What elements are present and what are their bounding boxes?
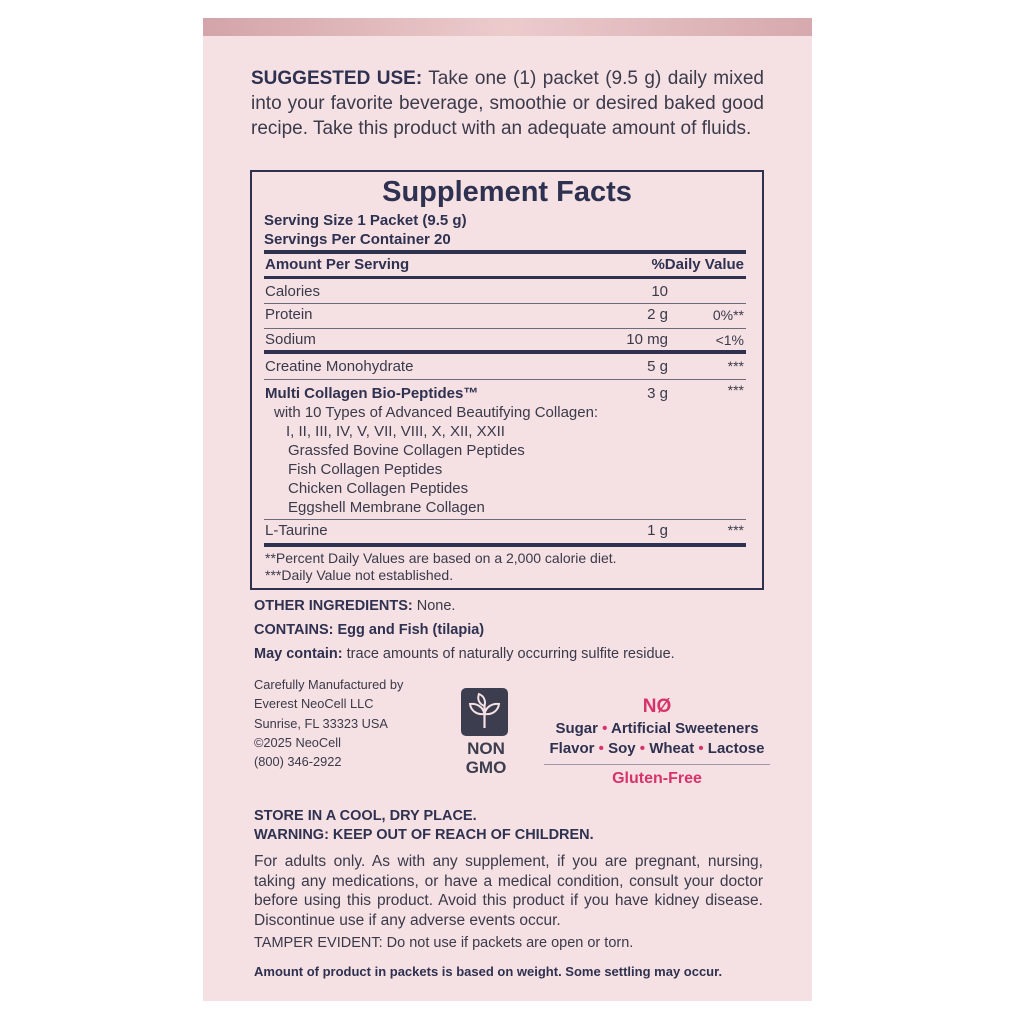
leaf-icon bbox=[461, 688, 508, 736]
footnote: ***Daily Value not established. bbox=[265, 567, 454, 583]
may-contain-text: trace amounts of naturally occurring sulfite residue. bbox=[342, 646, 675, 662]
top-band bbox=[203, 18, 812, 36]
other-ingredients-label: OTHER INGREDIENTS: bbox=[254, 598, 413, 614]
row-dv-taurine: *** bbox=[727, 522, 744, 538]
row-divider bbox=[264, 328, 746, 329]
free-from-item: Artificial Sweeteners bbox=[610, 720, 759, 737]
row-divider bbox=[264, 379, 746, 380]
manufacturer-line: (800) 346-2922 bbox=[254, 754, 342, 770]
label-panel bbox=[203, 18, 812, 1001]
free-from-line2 bbox=[544, 740, 770, 757]
manufacturer-block bbox=[254, 675, 403, 771]
free-from-item: Sugar bbox=[555, 720, 598, 737]
contains-label: CONTAINS: Egg and Fish (tilapia) bbox=[254, 622, 485, 638]
row-label-taurine: L-Taurine bbox=[265, 522, 328, 539]
row-label-creatine: Creatine Monohydrate bbox=[265, 358, 414, 375]
warning-text: WARNING: KEEP OUT OF REACH OF CHILDREN. bbox=[254, 827, 594, 843]
row-amount-creatine: 5 g bbox=[647, 358, 668, 375]
contains bbox=[254, 622, 484, 638]
row-divider bbox=[264, 519, 746, 520]
may-contain bbox=[254, 646, 675, 662]
divider bbox=[544, 764, 770, 765]
free-from-item: Lactose bbox=[707, 740, 765, 757]
collagen-sub-line: I, II, III, IV, V, VII, VIII, X, XII, XXII bbox=[286, 423, 505, 440]
row-label-calories: Calories bbox=[265, 283, 321, 300]
free-from-item: Flavor bbox=[549, 740, 595, 757]
footnote: **Percent Daily Values are based on a 2,000 calorie diet. bbox=[265, 550, 617, 566]
settling-note: Amount of product in packets is based on weight. Some settling may occur. bbox=[254, 964, 723, 979]
row-amount-protein: 2 g bbox=[647, 306, 668, 323]
free-from-title: NØ bbox=[642, 696, 672, 717]
gluten-free-label: Gluten-Free bbox=[612, 770, 702, 787]
free-from-line1 bbox=[544, 720, 770, 737]
supplement-facts-panel bbox=[250, 170, 764, 590]
row-amount-collagen: 3 g bbox=[647, 385, 668, 402]
collagen-sub-line: Chicken Collagen Peptides bbox=[288, 480, 469, 497]
servings-per-container: Servings Per Container 20 bbox=[264, 231, 451, 248]
collagen-sub-line: Fish Collagen Peptides bbox=[288, 461, 443, 478]
free-from-item: Wheat bbox=[649, 740, 695, 757]
non-gmo-line1: NON bbox=[467, 739, 505, 758]
tamper-evident-text: TAMPER EVIDENT: Do not use if packets are open or torn. bbox=[254, 935, 634, 951]
collagen-sub-line: with 10 Types of Advanced Beautifying Collagen: bbox=[274, 404, 599, 421]
thick-rule bbox=[264, 543, 746, 547]
suggested-use-text: Take one (1) packet (9.5 g) daily mixed into your favorite beverage, smoothie or desired baked good recipe. Take this product with an adequate amount of fluids. bbox=[251, 68, 764, 139]
bullet-separator: • bbox=[694, 740, 708, 757]
non-gmo-badge bbox=[453, 739, 519, 777]
row-dv-collagen: *** bbox=[727, 382, 744, 398]
facts-title: Supplement Facts bbox=[382, 176, 632, 208]
non-gmo-line2: GMO bbox=[465, 758, 507, 777]
bullet-separator: • bbox=[635, 740, 650, 757]
manufacturer-line: ©2025 NeoCell bbox=[254, 734, 341, 750]
row-amount-taurine: 1 g bbox=[647, 522, 668, 539]
manufacturer-line: Sunrise, FL 33323 USA bbox=[254, 715, 388, 731]
row-label-sodium: Sodium bbox=[265, 331, 316, 348]
suggested-use bbox=[251, 66, 764, 141]
bullet-separator: • bbox=[594, 740, 609, 757]
row-dv-protein: 0%** bbox=[712, 307, 744, 323]
row-label-collagen: Multi Collagen Bio-Peptides™ bbox=[265, 385, 479, 402]
other-ingredients-text: None. bbox=[412, 598, 456, 614]
storage-text: STORE IN A COOL, DRY PLACE. bbox=[254, 808, 477, 824]
row-label-protein: Protein bbox=[265, 306, 313, 323]
header-amount: Amount Per Serving bbox=[265, 256, 410, 273]
row-amount-calories: 10 bbox=[651, 283, 668, 300]
bullet-separator: • bbox=[597, 720, 611, 737]
serving-size: Serving Size 1 Packet (9.5 g) bbox=[264, 212, 467, 229]
thick-rule bbox=[264, 276, 746, 279]
storage-warning bbox=[254, 807, 594, 845]
row-dv-sodium: <1% bbox=[715, 332, 744, 348]
collagen-sub-line: Grassfed Bovine Collagen Peptides bbox=[288, 442, 525, 459]
thick-rule bbox=[264, 350, 746, 354]
manufacturer-line: Carefully Manufactured by bbox=[254, 677, 404, 692]
collagen-sub-line: Eggshell Membrane Collagen bbox=[288, 499, 485, 516]
may-contain-label: May contain: bbox=[254, 646, 343, 662]
suggested-use-label: SUGGESTED USE: bbox=[251, 68, 423, 89]
row-amount-sodium: 10 mg bbox=[626, 331, 668, 348]
other-ingredients bbox=[254, 598, 455, 614]
adults-only-text: For adults only. As with any supplement, if you are pregnant, nursing, taking any medications, or have a medical condition, consult your doctor before using this product. Avoid this product if you have kidney disease. Discontinue use if any adverse events occur. bbox=[254, 853, 763, 929]
free-from-item: Soy bbox=[608, 740, 636, 757]
thick-rule bbox=[264, 250, 746, 254]
row-dv-creatine: *** bbox=[727, 358, 744, 374]
row-divider bbox=[264, 303, 746, 304]
header-daily-value: %Daily Value bbox=[651, 256, 744, 273]
manufacturer-line: Everest NeoCell LLC bbox=[254, 696, 374, 712]
